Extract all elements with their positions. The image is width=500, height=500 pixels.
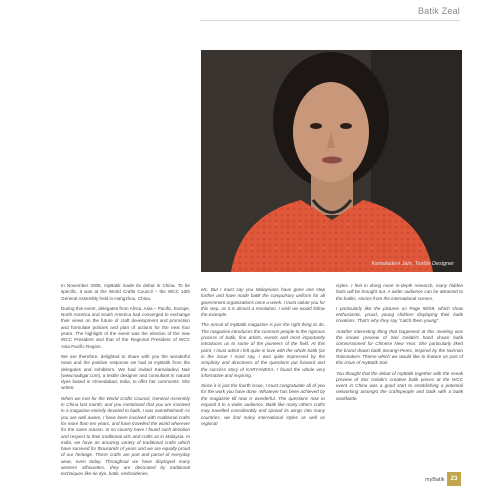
- section-title: Batik Zeal: [417, 6, 460, 16]
- quote-paragraph: I particularly like the pictures on Page 58/59, which show enthusiastic, proud, young children displaying their batik creations. That's why they say "catch them young".: [336, 305, 463, 324]
- article-column-3: [336, 283, 463, 473]
- quote-paragraph: etc. But I must say you Malaysians have gone one step further and have made batik the compulsory uniform for all government organizations once a week. I must salute you for this step, as it is almost a revolution. I wish we would follow the example.: [201, 287, 325, 318]
- page-number: 23: [447, 472, 461, 486]
- article-column-1: [61, 283, 190, 477]
- article-column-2: [201, 287, 325, 474]
- quote-paragraph: When we met for the World Crafts Council, General Assembly in China last month, and you mentioned that you are involved in a magazine entirely devoted to batik, I was overwhelmed! As you are well aware, I have been involved with traditional crafts for more than ten years, and have travelled the world wherever for the same reason. In no country have I found such devotion and respect to their traditional arts and crafts as in Malaysia. In India, we have an amazing variety of traditional crafts which have survived for thousands of years and we are equally proud of our heritage. These crafts are part and parcel of everyday wear, even today. Throughout we have displayed many western silhouettes, they are decorated by traditional techniques like tie dye, batik, embroideries,: [61, 395, 190, 477]
- paragraph: We are therefore, delighted to share with you the wonderful news and the positive response we had at myBatik from the delegates and exhibitors. We had invited Kamaladevi Nair (www.nadigar.com), a textile designer and consultant in natural dyes based in Ahmedabad, India, to offer her comments. She writes:: [61, 353, 190, 391]
- quote-paragraph: The arrival of myBatik magazine is just the right thing to do. The magazine introduces the common people to the rigorous process of batik, fine artists, events and most importantly introduces us to some of the pioneers of the field. At this point, I must admit I felt quite in love with the whole batik (as in the issue I must say, I was quite impressed by the simplicity and directness of the questions put forward and the success story of KARYANEKA. I found the whole very informative and inspiring.: [201, 322, 325, 378]
- quote-paragraph: Since it is just the fourth issue, I must congratulate all of you for the work you have done. Whatever has been achieved by the magazine till now is wonderful. The questions now to expand it to a wider audience. Batik like many others crafts may travelled considerably and spread its wings into many countries, we find many international styles as well as regional: [201, 383, 325, 426]
- paragraph: In November 2008, myBatik made its debut in China. To be specific, it was at the World Crafts Council – the WCC 10th General Assembly held in Hangzhou, China.: [61, 283, 190, 301]
- paragraph: During this event, delegates from Africa, Asia – Pacific, Europe, North America and South America had converged to exchange their views on the future of craft development and promotion and formulate policies and plan of actions for the next four years. The highlight of the event was the election of the new WCC President and that of the Regional President of WCC Asia Pacific Region.: [61, 305, 190, 349]
- footer-brand: myBatik: [425, 477, 445, 483]
- header-divider: [200, 20, 460, 21]
- portrait-photo: [201, 50, 462, 272]
- photo-caption: Kamaladevi Jain, Textile Designer: [371, 261, 454, 267]
- portrait-illustration: [201, 50, 462, 272]
- quote-paragraph: You thought that the debut of myBatik together with the sneak preview of Sini Gelabi's creative batik pieces at the WCC event in China was a good start to establishing a potential networking amongst the craftspeople and batik with a batik worldwide.: [336, 370, 463, 401]
- quote-paragraph: styles. I feel in doing more in-depth research, many hidden facts will be brought out. A wider audience can be attracted to the batiks, stories from the international scenes.: [336, 283, 463, 301]
- quote-paragraph: Another interesting thing that happened at this meeting was the knows preview of Sini Gelabi's hand drawn batik commissioned for Chinese New Year. She particularly liked the brand drawn batik Serang+Peres, inspired by the Norman Rainmakers Theme which we would like to feature as part of this issue of myBatik Sari.: [336, 328, 463, 366]
